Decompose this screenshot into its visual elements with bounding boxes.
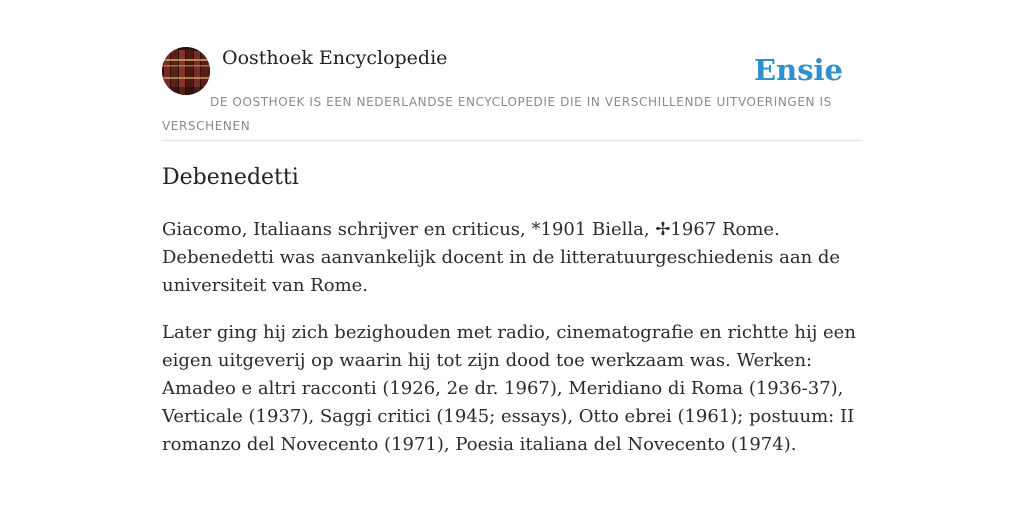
brand-logo[interactable]: Ensie xyxy=(754,53,843,87)
site-header xyxy=(162,46,862,141)
site-name[interactable]: Oosthoek Encyclopedie xyxy=(222,47,448,69)
article-paragraph: Later ging hij zich bezighouden met radio, cinematografie en richtte hij een eigen uitgeverij op waarin hij tot zijn dood toe werkzaam was. Werken: Amadeo e altri racconti (1926, 2e dr. 1967), Meridiano di Roma (1936-37), Verticale (1937), Saggi critici (1945; essays), Otto ebrei (1961); postuum: II romanzo del Novecento (1971), Poesia italiana del Novecento (1974). xyxy=(162,322,856,455)
article-title: Debenedetti xyxy=(162,165,299,190)
site-tagline: DE OOSTHOEK IS EEN NEDERLANDSE ENCYCLOPEDIE DIE IN VERSCHILLENDE UITVOERINGEN IS VERSCHENEN xyxy=(162,95,832,133)
article-paragraph: Giacomo, Italiaans schrijver en criticus, *1901 Biella, ✢1967 Rome. Debenedetti was aanvankelijk docent in de litteratuurgeschiedenis aan de universiteit van Rome. xyxy=(162,219,841,296)
book-spines-icon[interactable] xyxy=(162,47,210,95)
article-body xyxy=(162,216,868,478)
